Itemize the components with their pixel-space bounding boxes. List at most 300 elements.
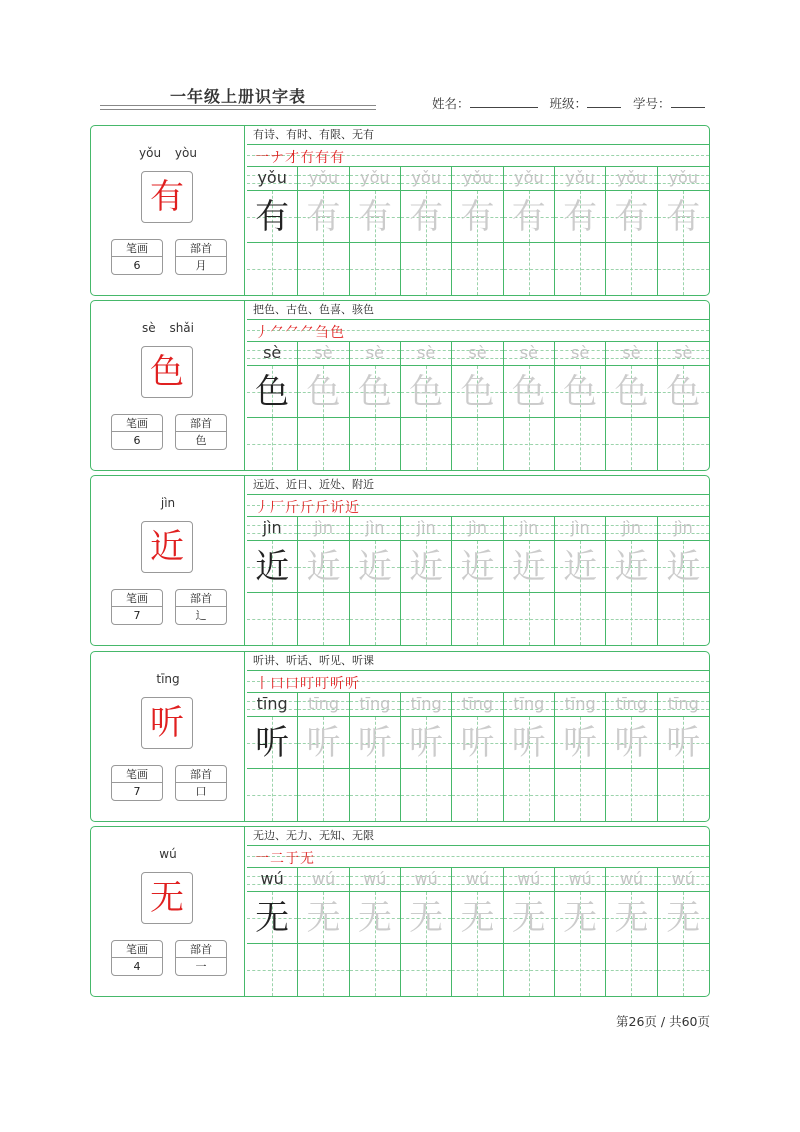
page-header — [0, 0, 800, 124]
practice-char: 听 — [614, 723, 649, 763]
stroke-count-box — [111, 414, 163, 450]
trace-char-cell[interactable] — [452, 191, 503, 242]
pinyin-cell[interactable] — [247, 517, 298, 540]
practice-char: 无 — [511, 898, 546, 938]
char-info-panel — [91, 126, 245, 295]
trace-char-cell[interactable] — [555, 366, 606, 417]
pinyin-cell[interactable] — [401, 517, 452, 540]
class-field[interactable]: 班级： — [550, 94, 622, 112]
trace-char-cell[interactable] — [504, 366, 555, 417]
blank-practice-row — [247, 593, 709, 645]
blank-char-cell[interactable] — [658, 418, 709, 470]
example-words: 无边、无力、无知、无限 — [247, 827, 709, 846]
trace-char-cell[interactable] — [452, 541, 503, 592]
trace-char-cell[interactable] — [504, 191, 555, 242]
blank-char-cell[interactable] — [606, 944, 657, 996]
blank-practice-row — [247, 418, 709, 470]
radical-label: 部首 — [176, 240, 226, 257]
stroke-step: 无 — [300, 851, 315, 867]
pinyin-cell[interactable] — [350, 517, 401, 540]
practice-grid — [247, 301, 709, 470]
stroke-step: 二 — [270, 851, 285, 867]
stroke-step: 叮 — [315, 676, 330, 692]
char-info-panel — [91, 476, 245, 645]
trace-char-cell[interactable] — [298, 892, 349, 943]
pinyin-cell[interactable] — [658, 167, 709, 190]
stroke-count-value: 6 — [133, 259, 141, 272]
stroke-count-label: 笔画 — [112, 766, 162, 783]
big-char: 有 — [141, 171, 193, 223]
pinyin-cell[interactable] — [606, 167, 657, 190]
stroke-step: 丨 — [255, 676, 270, 692]
stroke-step: 冇 — [300, 150, 315, 166]
blank-char-cell[interactable] — [401, 243, 452, 295]
pinyin-cell[interactable] — [504, 517, 555, 540]
stroke-order-row — [247, 320, 709, 342]
blank-char-cell[interactable] — [555, 418, 606, 470]
pinyin-cell[interactable] — [555, 167, 606, 190]
example-words: 远近、近日、近处、附近 — [247, 476, 709, 495]
blank-char-cell[interactable] — [555, 944, 606, 996]
stroke-order-row — [247, 671, 709, 693]
pinyin-cell[interactable] — [658, 868, 709, 891]
stroke-step: ⺈ — [270, 325, 285, 341]
blank-char-cell[interactable] — [401, 944, 452, 996]
stroke-count-box — [111, 940, 163, 976]
pinyin-cell[interactable] — [504, 868, 555, 891]
trace-char-cell[interactable] — [606, 191, 657, 242]
stroke-step: 听 — [345, 676, 360, 692]
blank-char-cell[interactable] — [247, 418, 298, 470]
pinyin-cell[interactable] — [555, 517, 606, 540]
blank-char-cell[interactable] — [606, 593, 657, 645]
stroke-step: 斤 — [300, 500, 315, 516]
pinyin-cell[interactable] — [606, 693, 657, 716]
trace-char-cell[interactable] — [555, 541, 606, 592]
blank-char-cell[interactable] — [401, 593, 452, 645]
blank-char-cell[interactable] — [298, 944, 349, 996]
practice-grid — [247, 827, 709, 996]
radical-value: 一 — [195, 960, 207, 973]
pinyin-text: tīng — [615, 694, 647, 713]
stroke-count-box — [111, 589, 163, 625]
pinyin-text: jìn — [519, 518, 539, 537]
trace-char-cell[interactable] — [555, 892, 606, 943]
trace-char-cell[interactable] — [606, 717, 657, 768]
pinyin-cell[interactable] — [452, 868, 503, 891]
blank-practice-row — [247, 243, 709, 295]
char-pinyin: wú — [159, 847, 177, 861]
pinyin-cell[interactable] — [298, 517, 349, 540]
pinyin-text: sè — [571, 343, 590, 362]
pinyin-text: jìn — [467, 518, 487, 537]
blank-char-cell[interactable] — [452, 418, 503, 470]
practice-char: 无 — [666, 898, 701, 938]
trace-char-cell[interactable] — [658, 191, 709, 242]
char-trace-row — [247, 366, 709, 418]
pinyin-cell[interactable] — [504, 167, 555, 190]
radical-box — [175, 239, 227, 275]
char-info-panel — [91, 301, 245, 470]
blank-char-cell[interactable] — [555, 243, 606, 295]
stroke-step: 丿 — [255, 500, 270, 516]
pinyin-text: yǒu — [411, 168, 441, 187]
blank-char-cell[interactable] — [401, 769, 452, 821]
trace-char-cell[interactable] — [504, 892, 555, 943]
radical-box — [175, 765, 227, 801]
char-pinyin: sè shǎi — [142, 321, 194, 335]
stroke-step: 于 — [285, 851, 300, 867]
blank-char-cell[interactable] — [247, 944, 298, 996]
trace-char-cell[interactable] — [606, 892, 657, 943]
practice-grid — [247, 126, 709, 295]
stroke-count-box — [111, 765, 163, 801]
char-trace-row — [247, 892, 709, 944]
pinyin-cell[interactable] — [247, 693, 298, 716]
blank-char-cell[interactable] — [452, 593, 503, 645]
radical-box — [175, 414, 227, 450]
title-underline — [100, 105, 376, 106]
blank-char-cell[interactable] — [606, 243, 657, 295]
practice-char: 无 — [357, 898, 392, 938]
pinyin-text: yǒu — [462, 168, 493, 187]
practice-char: 无 — [460, 898, 495, 938]
blank-char-cell[interactable] — [350, 944, 401, 996]
trace-char-cell[interactable] — [555, 191, 606, 242]
stroke-step: 近 — [345, 500, 360, 516]
stroke-order-row — [247, 846, 709, 868]
pinyin-cell[interactable] — [350, 167, 401, 190]
pinyin-cell[interactable] — [658, 517, 709, 540]
model-char-cell[interactable] — [247, 366, 298, 417]
trace-char-cell[interactable] — [504, 541, 555, 592]
blank-char-cell[interactable] — [658, 944, 709, 996]
pinyin-cell[interactable] — [350, 868, 401, 891]
pinyin-text: sè — [263, 343, 282, 362]
stroke-step: 才 — [285, 150, 300, 166]
stroke-step: 一 — [255, 851, 270, 867]
pinyin-cell[interactable] — [504, 342, 555, 365]
pinyin-text: yǒu — [668, 168, 698, 187]
practice-char: 色 — [409, 372, 444, 412]
blank-char-cell[interactable] — [452, 243, 503, 295]
pinyin-cell[interactable] — [247, 167, 298, 190]
blank-char-cell[interactable] — [247, 593, 298, 645]
stroke-step: 口 — [285, 676, 300, 692]
practice-char: 色 — [563, 372, 598, 412]
practice-char: 听 — [511, 723, 546, 763]
trace-char-cell[interactable] — [555, 717, 606, 768]
example-words: 把色、古色、色喜、骇色 — [247, 301, 709, 320]
pinyin-cell[interactable] — [606, 517, 657, 540]
blank-char-cell[interactable] — [504, 944, 555, 996]
char-info-panel — [91, 652, 245, 821]
blank-practice-row — [247, 944, 709, 996]
blank-char-cell[interactable] — [606, 769, 657, 821]
char-trace-row — [247, 191, 709, 243]
practice-char: 无 — [563, 898, 598, 938]
pinyin-cell[interactable] — [452, 517, 503, 540]
blank-char-cell[interactable] — [658, 593, 709, 645]
pinyin-text: sè — [674, 343, 693, 362]
trace-char-cell[interactable] — [658, 541, 709, 592]
blank-char-cell[interactable] — [350, 418, 401, 470]
stroke-step: 有 — [330, 150, 345, 166]
example-words: 听讲、听话、听见、听课 — [247, 652, 709, 671]
pinyin-text: wú — [414, 869, 438, 888]
pinyin-text: wú — [517, 869, 541, 888]
trace-char-cell[interactable] — [658, 892, 709, 943]
pinyin-cell[interactable] — [658, 693, 709, 716]
stroke-step: 厂 — [270, 500, 285, 516]
char-card — [90, 651, 710, 822]
practice-char: 有 — [511, 197, 546, 237]
pinyin-text: yǒu — [514, 168, 544, 187]
pinyin-text: tīng — [667, 694, 699, 713]
practice-char: 色 — [255, 372, 290, 412]
trace-char-cell[interactable] — [350, 717, 401, 768]
blank-char-cell[interactable] — [298, 769, 349, 821]
page-title: 一年级上册识字表 — [169, 87, 306, 106]
pinyin-cell[interactable] — [452, 693, 503, 716]
stroke-order-row — [247, 495, 709, 517]
practice-char: 色 — [306, 372, 341, 412]
practice-char: 色 — [460, 372, 495, 412]
pinyin-cell[interactable] — [401, 167, 452, 190]
pinyin-cell[interactable] — [401, 693, 452, 716]
radical-value: 色 — [195, 434, 207, 447]
practice-char: 无 — [306, 898, 341, 938]
trace-char-cell[interactable] — [452, 366, 503, 417]
trace-char-cell[interactable] — [606, 366, 657, 417]
pinyin-cell[interactable] — [350, 342, 401, 365]
trace-char-cell[interactable] — [606, 541, 657, 592]
practice-char: 近 — [255, 547, 290, 587]
pinyin-row — [247, 693, 709, 717]
pinyin-cell[interactable] — [606, 868, 657, 891]
pinyin-cell[interactable] — [452, 167, 503, 190]
stroke-step: 口 — [270, 676, 285, 692]
pinyin-cell[interactable] — [658, 342, 709, 365]
pinyin-row — [247, 342, 709, 366]
pinyin-text: jìn — [621, 518, 641, 537]
trace-char-cell[interactable] — [298, 366, 349, 417]
pinyin-text: sè — [314, 343, 333, 362]
stroke-step: 一 — [255, 150, 270, 166]
radical-label: 部首 — [176, 766, 226, 783]
name-field[interactable]: 姓名： — [432, 94, 538, 112]
practice-char: 有 — [614, 197, 649, 237]
practice-grid — [247, 476, 709, 645]
example-words: 有诗、有时、有限、无有 — [247, 126, 709, 145]
trace-char-cell[interactable] — [350, 366, 401, 417]
stroke-count-label: 笔画 — [112, 941, 162, 958]
big-char: 色 — [141, 346, 193, 398]
stroke-order — [255, 848, 315, 868]
blank-char-cell[interactable] — [452, 944, 503, 996]
blank-char-cell[interactable] — [247, 769, 298, 821]
pinyin-text: jìn — [262, 518, 282, 537]
char-trace-row — [247, 717, 709, 769]
char-pinyin: jìn — [160, 496, 176, 510]
stroke-step: 刍 — [315, 325, 330, 341]
practice-char: 有 — [563, 197, 598, 237]
practice-char: 色 — [666, 372, 701, 412]
big-char: 近 — [141, 521, 193, 573]
pinyin-row — [247, 167, 709, 191]
student-no-field[interactable]: 学号： — [633, 94, 705, 112]
radical-value: 口 — [195, 785, 207, 798]
char-card — [90, 125, 710, 296]
stroke-step: ナ — [270, 150, 285, 166]
pinyin-text: tīng — [359, 694, 391, 713]
pinyin-cell[interactable] — [401, 342, 452, 365]
stroke-count-value: 4 — [133, 960, 141, 973]
trace-char-cell[interactable] — [401, 892, 452, 943]
blank-char-cell[interactable] — [606, 418, 657, 470]
blank-char-cell[interactable] — [298, 418, 349, 470]
radical-label: 部首 — [176, 941, 226, 958]
blank-practice-row — [247, 769, 709, 821]
practice-char: 听 — [563, 723, 598, 763]
stroke-step: ⺈ — [300, 325, 315, 341]
char-pinyin: yǒu yòu — [139, 146, 197, 160]
pinyin-text: wú — [671, 869, 695, 888]
trace-char-cell[interactable] — [658, 366, 709, 417]
pinyin-text: jìn — [416, 518, 436, 537]
pinyin-cell[interactable] — [504, 693, 555, 716]
pinyin-cell[interactable] — [298, 167, 349, 190]
char-card — [90, 475, 710, 646]
blank-char-cell[interactable] — [350, 769, 401, 821]
trace-char-cell[interactable] — [350, 541, 401, 592]
stroke-step: 䜣 — [330, 500, 345, 516]
model-char-cell[interactable] — [247, 717, 298, 768]
stroke-count-value: 7 — [133, 609, 141, 622]
blank-char-cell[interactable] — [350, 243, 401, 295]
stroke-order — [255, 322, 345, 342]
student-fields — [432, 94, 713, 112]
blank-char-cell[interactable] — [298, 243, 349, 295]
trace-char-cell[interactable] — [452, 892, 503, 943]
pinyin-cell[interactable] — [555, 693, 606, 716]
blank-char-cell[interactable] — [247, 243, 298, 295]
pinyin-cell[interactable] — [401, 868, 452, 891]
stroke-order — [255, 497, 360, 517]
blank-char-cell[interactable] — [452, 769, 503, 821]
practice-char: 近 — [306, 547, 341, 587]
practice-char: 近 — [511, 547, 546, 587]
pinyin-cell[interactable] — [298, 868, 349, 891]
practice-char: 近 — [614, 547, 649, 587]
practice-char: 有 — [306, 197, 341, 237]
blank-char-cell[interactable] — [504, 418, 555, 470]
trace-char-cell[interactable] — [401, 366, 452, 417]
pinyin-text: wú — [260, 869, 284, 888]
trace-char-cell[interactable] — [658, 717, 709, 768]
radical-label: 部首 — [176, 415, 226, 432]
char-trace-row — [247, 541, 709, 593]
pinyin-text: jìn — [570, 518, 590, 537]
pinyin-text: sè — [468, 343, 487, 362]
stroke-step: 听 — [330, 676, 345, 692]
pinyin-cell[interactable] — [555, 342, 606, 365]
trace-char-cell[interactable] — [401, 717, 452, 768]
model-char-cell[interactable] — [247, 892, 298, 943]
model-char-cell[interactable] — [247, 541, 298, 592]
radical-value: 辶 — [195, 609, 207, 622]
pinyin-cell[interactable] — [298, 693, 349, 716]
char-card — [90, 826, 710, 997]
practice-char: 色 — [357, 372, 392, 412]
blank-char-cell[interactable] — [658, 243, 709, 295]
trace-char-cell[interactable] — [504, 717, 555, 768]
trace-char-cell[interactable] — [350, 892, 401, 943]
pinyin-row — [247, 517, 709, 541]
trace-char-cell[interactable] — [401, 541, 452, 592]
page-number: 第26页 / 共60页 — [616, 1014, 710, 1029]
pinyin-text: tīng — [564, 694, 596, 713]
stroke-step: ⺈ — [285, 325, 300, 341]
pinyin-cell[interactable] — [298, 342, 349, 365]
pinyin-cell[interactable] — [606, 342, 657, 365]
stroke-step: 丿 — [255, 325, 270, 341]
pinyin-cell[interactable] — [247, 868, 298, 891]
blank-char-cell[interactable] — [555, 769, 606, 821]
pinyin-text: jìn — [673, 518, 693, 537]
big-char: 无 — [141, 872, 193, 924]
blank-char-cell[interactable] — [350, 593, 401, 645]
pinyin-text: sè — [622, 343, 641, 362]
stroke-count-label: 笔画 — [112, 590, 162, 607]
trace-char-cell[interactable] — [350, 191, 401, 242]
big-char: 听 — [141, 697, 193, 749]
trace-char-cell[interactable] — [298, 191, 349, 242]
pinyin-cell[interactable] — [350, 693, 401, 716]
stroke-count-label: 笔画 — [112, 415, 162, 432]
practice-char: 无 — [614, 898, 649, 938]
stroke-order-row — [247, 145, 709, 167]
radical-box — [175, 589, 227, 625]
pinyin-text: tīng — [307, 694, 339, 713]
pinyin-cell[interactable] — [247, 342, 298, 365]
blank-char-cell[interactable] — [555, 593, 606, 645]
practice-char: 有 — [255, 197, 290, 237]
trace-char-cell[interactable] — [298, 717, 349, 768]
blank-char-cell[interactable] — [401, 418, 452, 470]
practice-char: 有 — [666, 197, 701, 237]
pinyin-cell[interactable] — [452, 342, 503, 365]
trace-char-cell[interactable] — [298, 541, 349, 592]
blank-char-cell[interactable] — [658, 769, 709, 821]
pinyin-text: jìn — [365, 518, 385, 537]
pinyin-text: tīng — [461, 694, 493, 713]
practice-char: 有 — [460, 197, 495, 237]
trace-char-cell[interactable] — [452, 717, 503, 768]
blank-char-cell[interactable] — [504, 243, 555, 295]
trace-char-cell[interactable] — [401, 191, 452, 242]
title-underline — [100, 109, 376, 110]
pinyin-cell[interactable] — [555, 868, 606, 891]
stroke-step: 色 — [330, 325, 345, 341]
blank-char-cell[interactable] — [504, 593, 555, 645]
blank-char-cell[interactable] — [504, 769, 555, 821]
model-char-cell[interactable] — [247, 191, 298, 242]
stroke-step: 斤 — [285, 500, 300, 516]
blank-char-cell[interactable] — [298, 593, 349, 645]
practice-char: 近 — [357, 547, 392, 587]
pinyin-text: yǒu — [616, 168, 647, 187]
